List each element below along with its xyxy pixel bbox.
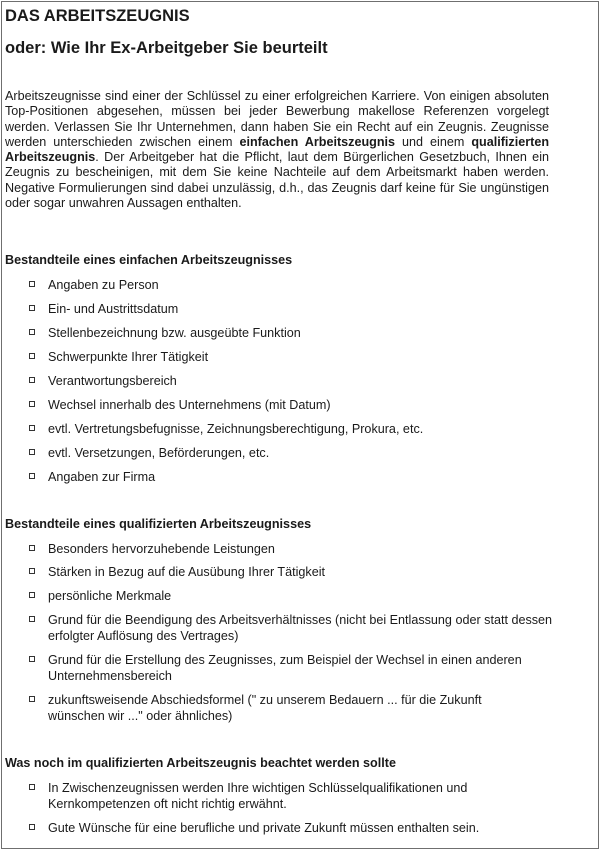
square-bullet-icon	[29, 281, 35, 287]
square-bullet-icon	[29, 377, 35, 383]
square-bullet-icon	[29, 401, 35, 407]
list-item-text: Stellenbezeichnung bzw. ausgeübte Funktion	[48, 326, 301, 340]
square-bullet-icon	[29, 616, 35, 622]
list-item-text: Verantwortungsbereich	[48, 374, 177, 388]
list-item-text: Schwerpunkte Ihrer Tätigkeit	[48, 350, 209, 364]
section-title-notes: Was noch im qualifizierten Arbeitszeugnis beachtet werden sollte	[5, 756, 396, 770]
list-item-text: Wechsel innerhalb des Unternehmens (mit Datum)	[48, 398, 331, 412]
section-title-qualified: Bestandteile eines qualifizierten Arbeitszeugnisses	[5, 517, 312, 531]
section-title-simple: Bestandteile eines einfachen Arbeitszeugnisses	[5, 253, 293, 267]
list-item-text: In Zwischenzeugnissen werden Ihre wichtigen Schlüsselqualifikationen und Kernkompetenzen oft nicht richtig erwähnt.	[48, 781, 468, 811]
intro-text-1: Arbeitszeugnisse sind einer der Schlüssel zu einer erfolgreichen Karriere. Von einigen absoluten Top-Positionen abgesehen, müssen bei jeder Bewerbung makellose Referenzen vorgelegt werden. Verlassen Sie Ihr Unternehmen, dann haben Sie ein Recht auf ein Zeugnis. Zeugnisse werden unterschieden zwischen einem	[5, 89, 549, 149]
intro-paragraph	[5, 89, 549, 211]
list-item-text: Angaben zur Firma	[48, 470, 156, 484]
list-item-text: Gute Wünsche für eine berufliche und private Zukunft müssen enthalten sein.	[48, 821, 480, 835]
intro-text-3: . Der Arbeitgeber hat die Pflicht, laut dem Bürgerlichen Gesetzbuch, Ihnen ein Zeugnis zu bescheinigen, mit dem Sie keine Nachteile auf dem Arbeitsmarkt haben werden. Negative Formulierungen sind dabei unzulässig, d.h., das Zeugnis darf keine für Sie ungünstigen oder sogar unwahren Aussagen enthalten.	[5, 150, 549, 211]
square-bullet-icon	[29, 473, 35, 479]
list-item-text: evtl. Vertretungsbefugnisse, Zeichnungsberechtigung, Prokura, etc.	[48, 422, 424, 436]
square-bullet-icon	[29, 592, 35, 598]
square-bullet-icon	[29, 696, 35, 702]
list-item-text: Stärken in Bezug auf die Ausübung Ihrer Tätigkeit	[48, 565, 326, 579]
list-item-text: Ein- und Austrittsdatum	[48, 302, 179, 316]
square-bullet-icon	[29, 425, 35, 431]
square-bullet-icon	[29, 353, 35, 359]
square-bullet-icon	[29, 568, 35, 574]
square-bullet-icon	[29, 784, 35, 790]
list-item-text: persönliche Merkmale	[48, 589, 172, 603]
list-item-text: Angaben zu Person	[48, 278, 159, 292]
document-title: DAS ARBEITSZEUGNIS	[5, 7, 190, 25]
list-item-text: evtl. Versetzungen, Beförderungen, etc.	[48, 446, 270, 460]
intro-bold-simple: einfachen Arbeitszeugnis	[239, 134, 396, 149]
document-page	[1, 1, 599, 849]
square-bullet-icon	[29, 545, 35, 551]
list-item-text: Grund für die Erstellung des Zeugnisses, zum Beispiel der Wechsel in einen anderen Unternehmensbereich	[48, 653, 522, 683]
square-bullet-icon	[29, 656, 35, 662]
document-subtitle: oder: Wie Ihr Ex-Arbeitgeber Sie beurteilt	[5, 39, 328, 57]
list-item-text: Grund für die Beendigung des Arbeitsverhältnisses (nicht bei Entlassung oder statt dessen erfolgter Auflösung des Vertrages)	[48, 613, 553, 643]
list-item-text: Besonders hervorzuhebende Leistungen	[48, 542, 275, 556]
square-bullet-icon	[29, 329, 35, 335]
intro-text-2: und einem	[395, 134, 472, 149]
square-bullet-icon	[29, 305, 35, 311]
square-bullet-icon	[29, 449, 35, 455]
list-item-text: zukunftsweisende Abschiedsformel (" zu unserem Bedauern ... für die Zukunft wünschen wir ..." oder ähnliches)	[48, 693, 482, 723]
square-bullet-icon	[29, 824, 35, 830]
intro-bold-qualified: qualifizierten Arbeitszeugnis	[5, 134, 550, 165]
